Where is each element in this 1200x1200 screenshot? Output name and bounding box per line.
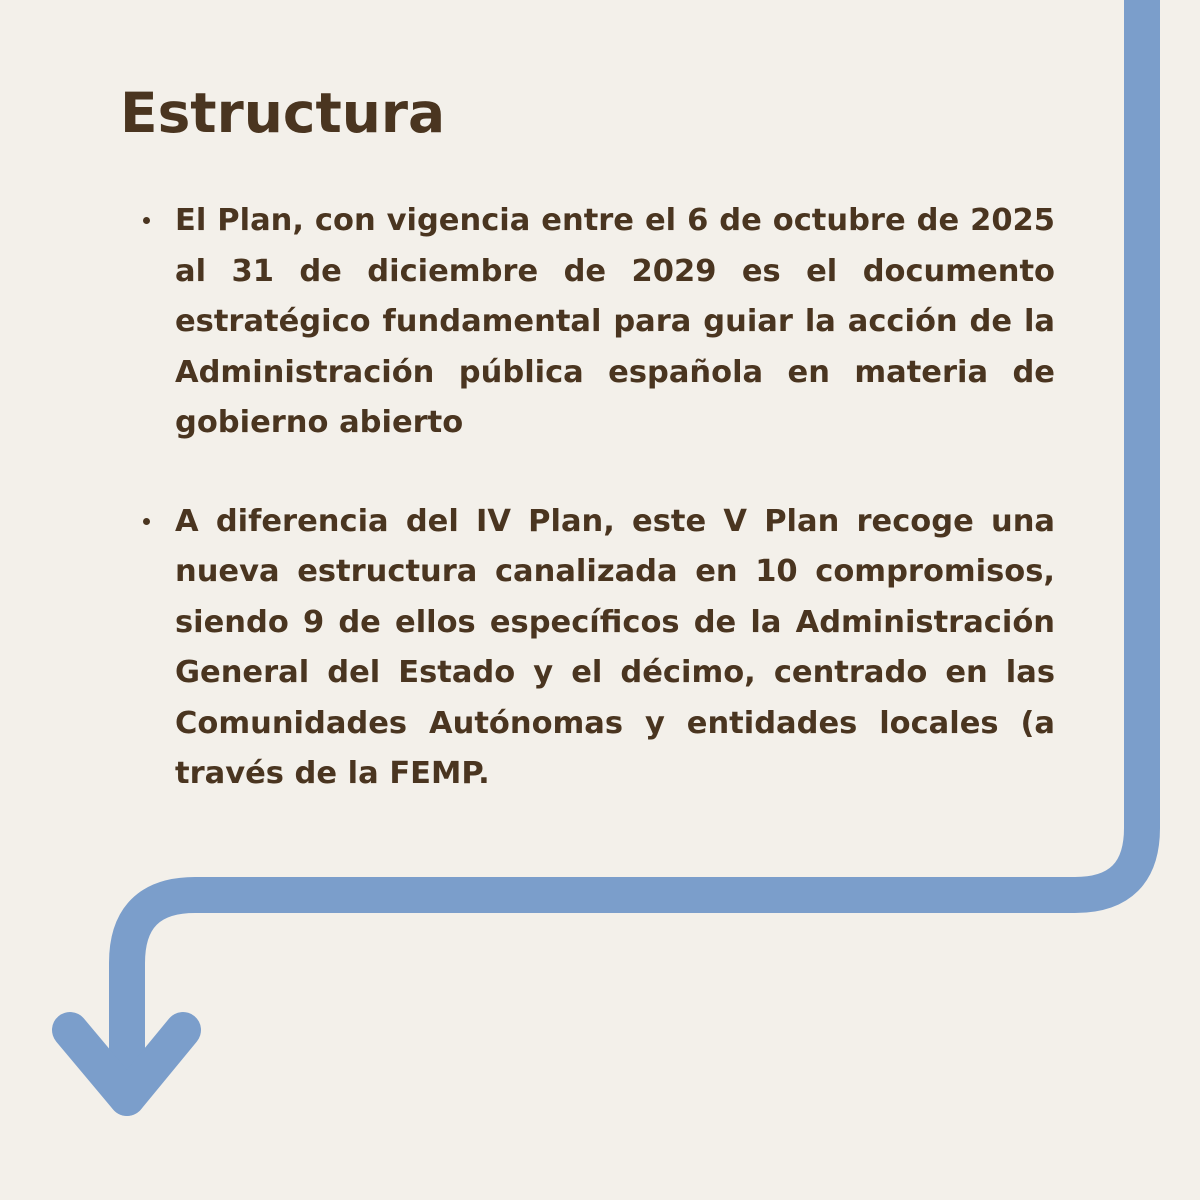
bullet-text: El Plan, con vigencia entre el 6 de octubre de 2025 al 31 de diciembre de 2029 es el documento estratégico fundamental para guiar la acción de la Administración pública española en materia de gobierno abierto xyxy=(175,203,1055,440)
bullet-item xyxy=(175,497,1055,800)
bullet-list xyxy=(175,196,1055,848)
bullet-item xyxy=(175,196,1055,449)
bullet-dot-icon xyxy=(143,518,150,525)
bullet-dot-icon xyxy=(143,217,150,224)
slide-title: Estructura xyxy=(120,81,446,145)
bullet-text: A diferencia del IV Plan, este V Plan recoge una nueva estructura canalizada en 10 compromisos, siendo 9 de ellos específicos de la Administración General del Estado y el décimo, centrado en las Comunidades Autónomas y entidades locales (a través de la FEMP. xyxy=(175,503,1055,791)
